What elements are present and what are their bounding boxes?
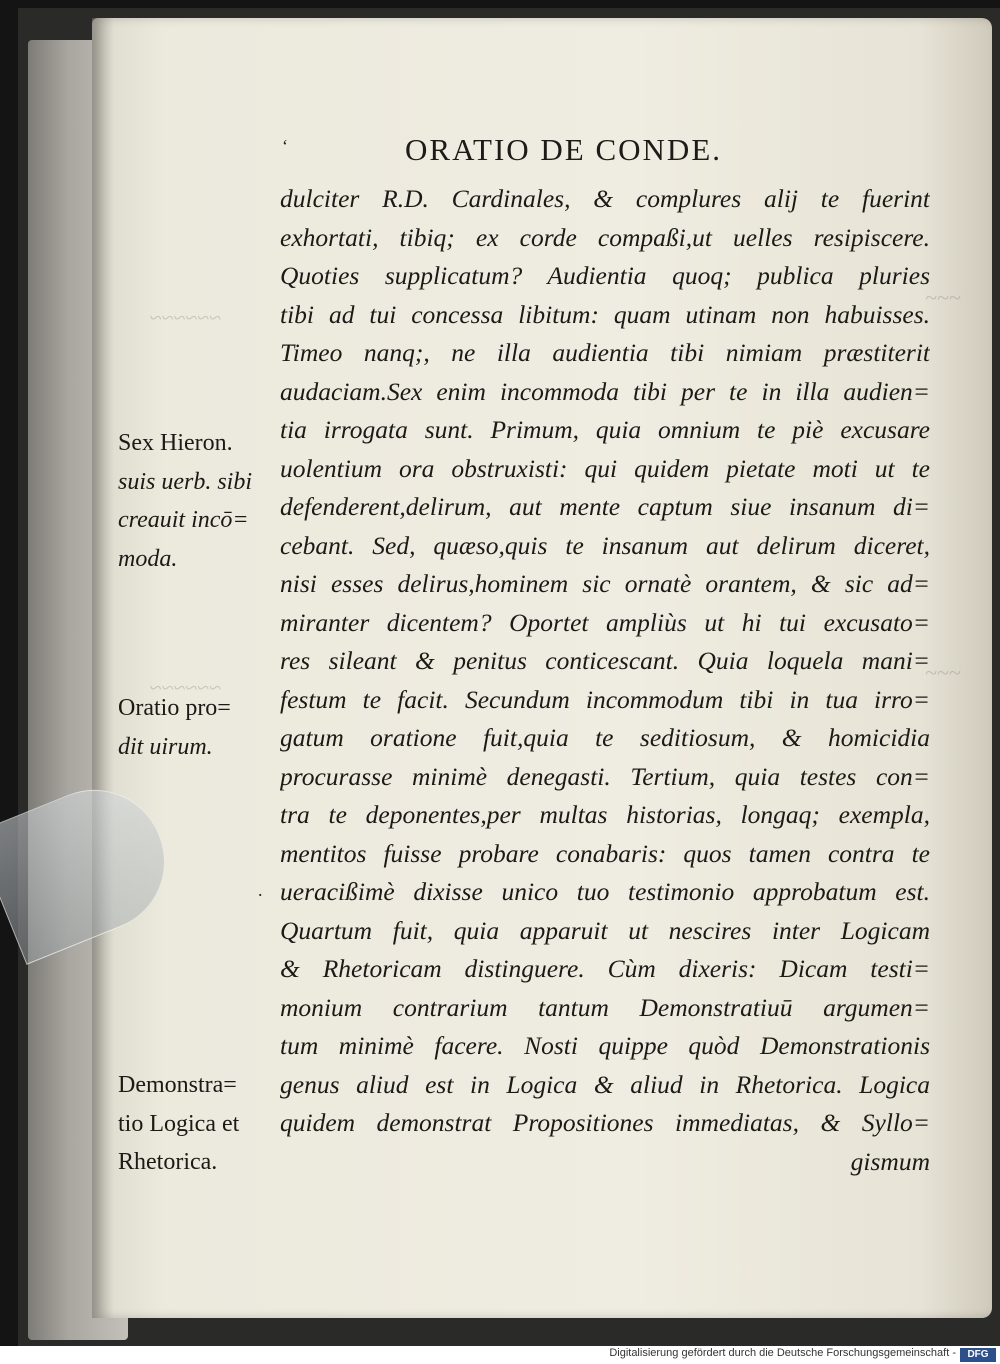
text-line: genus aliud est in Logica & aliud in Rhetorica. Logica (280, 1069, 930, 1099)
margin-note-line: dit uirum. (118, 733, 213, 760)
text-line: mentitos fuisse probare conabaris: quos tamen contra te (280, 838, 930, 868)
margin-note-line: Sex Hieron. (118, 430, 233, 456)
bleed-through-mark: ~~~~~~ (150, 675, 222, 700)
text-line: gismum (850, 1146, 930, 1176)
digitization-footer (0, 1346, 1000, 1364)
text-line: ueracißimè dixisse unico tuo testimonio approbatum est. (280, 877, 930, 906)
text-line: quidem demonstrat Propositiones immediatas, & Syllo= (280, 1108, 930, 1137)
margin-note-line: Oratio pro= (118, 695, 231, 721)
text-line: Quartum fuit, quia apparuit ut nescires inter Logicam (280, 915, 930, 945)
text-line: Timeo nanq;, ne illa audientia tibi nimiam præstiterit (280, 338, 930, 367)
text-line: exhortati, tibiq; ex corde compaßi,ut uelles resipiscere. (280, 222, 930, 252)
text-line: gatum oratione fuit,quia te seditiosum, & homicidia (280, 723, 930, 752)
ink-speck: . (258, 880, 263, 900)
margin-note (118, 1066, 273, 1182)
ink-speck: ‘ (282, 136, 288, 156)
text-line: defenderent,delirum, aut mente captum siue insanum di= (280, 492, 930, 521)
text-line: nisi esses delirus,hominem sic ornatè orantem, & sic ad= (280, 569, 930, 598)
text-line: audaciam.Sex enim incommoda tibi per te in illa audien= (280, 376, 930, 406)
margin-note-line: suis uerb. sibi (118, 468, 253, 495)
text-line: tra te deponentes,per multas historias, longaq; exempla, (280, 800, 930, 829)
margin-note (118, 424, 273, 578)
text-line: dulciter R.D. Cardinales, & complures alij te fuerint (280, 184, 930, 213)
text-line: cebant. Sed, quæso,quis te insanum aut delirum diceret, (280, 530, 930, 560)
text-line: tia irrogata sunt. Primum, quia omnium te piè excusare (280, 415, 930, 444)
text-line: miranter dicentem? Oportet ampliùs ut hi tui excusato= (280, 607, 930, 637)
margin-note-line: moda. (118, 545, 178, 572)
bleed-through-mark: ~~~ (925, 285, 961, 310)
margin-note (118, 689, 273, 766)
running-head: ORATIO DE CONDE. (405, 132, 723, 167)
margin-note-line: Rhetorica. (118, 1149, 218, 1175)
margin-note-line: Demonstra= (118, 1072, 237, 1098)
bleed-through-mark: ~~~ (925, 660, 961, 685)
text-line: tum minimè facere. Nosti quippe quòd Demonstrationis (280, 1031, 930, 1060)
footer-credit: Digitalisierung gefördert durch die Deutsche Forschungsgemeinschaft - (609, 1347, 956, 1359)
text-line: uolentium ora obstruxisti: qui quidem pietate moti ut te (280, 453, 930, 483)
text-line: Quoties supplicatum? Audientia quoq; publica pluries (280, 261, 930, 290)
margin-note-line: tio Logica et (118, 1110, 240, 1137)
bleed-through-mark: ~~~~~~ (150, 305, 222, 330)
text-line: festum te facit. Secundum incommodum tibi in tua irro= (280, 684, 930, 714)
text-line: res sileant & penitus conticescant. Quia loquela mani= (280, 646, 930, 675)
text-line: procurasse minimè denegasti. Tertium, quia testes con= (280, 761, 930, 791)
text-line: & Rhetoricam distinguere. Cùm dixeris: Dicam testi= (280, 954, 930, 983)
page-gutter-shadow (92, 18, 114, 1318)
text-line: monium contrarium tantum Demonstratiuū argumen= (280, 992, 930, 1022)
text-line: tibi ad tui concessa libitum: quam utinam non habuisses. (280, 299, 930, 329)
margin-note-line: creauit incō= (118, 507, 249, 533)
dfg-logo: DFG (960, 1348, 996, 1362)
body-text (280, 180, 930, 1181)
